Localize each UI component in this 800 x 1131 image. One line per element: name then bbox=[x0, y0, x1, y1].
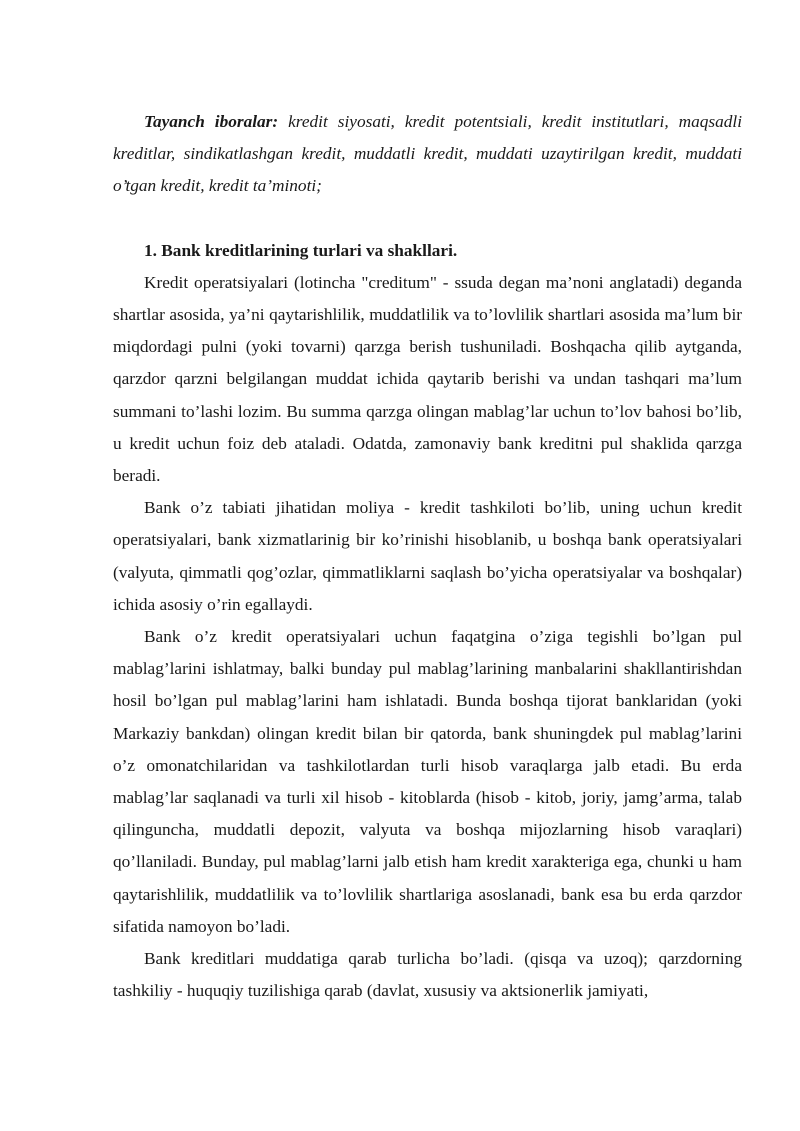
body-paragraph-4: Bank kreditlari muddatiga qarab turlicha bo’ladi. (qisqa va uzoq); qarzdorning tashkiliy - huquqiy tuzilishiga qarab (davlat, xususiy va aktsionerlik jamiyati, bbox=[113, 949, 742, 1001]
keywords-paragraph bbox=[113, 106, 742, 203]
body-paragraph-3: Bank o’z kredit operatsiyalari uchun faqatgina o’ziga tegishli bo’lgan pul mablag’larini ishlatmay, balki bunday pul mablag’larining manbalarini shakllantirishdan hosil bo’lgan pul mablag’larini ham ishlatadi. Bunda boshqa tijorat banklaridan (yoki Markaziy bankdan) olingan kredit bilan bir qatorda, bank shuningdek pul mablag’larini o’z omonatchilaridan va tashkilotlardan turli hisob varaqlarga jalb etadi. Bu erda mablag’lar saqlanadi va turli xil hisob - kitoblarda (hisob - kitob, joriy, jamg’arma, talab qilinguncha, muddatli depozit, valyuta va boshqa mijozlarning hisob varaqlari) qo’llaniladi. Bunday, pul mablag’larni jalb etish ham kredit xarakteriga ega, chunki u ham qaytarishlilik, muddatlilik va to’lovlilik shartlariga asoslanadi, bank esa bu erda qarzdor sifatida namoyon bo’ladi. bbox=[113, 627, 742, 936]
keywords-label: Tayanch iboralar: bbox=[144, 112, 279, 131]
body-paragraph-2: Bank o’z tabiati jihatidan moliya - kredit tashkiloti bo’lib, uning uchun kredit operatsiyalari, bank xizmatlarinig bir ko’rinishi hisoblanib, u boshqa bank operatsiyalari (valyuta, qimmatli qog’ozlar, qimmatliklarni saqlash bo’yicha operatsiyalar va boshqalar) ichida asosiy o’rin egallaydi. bbox=[113, 498, 742, 614]
section-heading: 1. Bank kreditlarining turlari va shakllari. bbox=[144, 240, 458, 260]
document-page bbox=[113, 106, 742, 1007]
keywords-text: kredit siyosati, kredit potentsiali, kredit institutlari, maqsadli kreditlar, sindikatlashgan kredit, muddatli kredit, muddati uzaytirilgan kredit, muddati o’tgan kredit, kredit ta’minoti; bbox=[113, 112, 742, 196]
body-paragraph-1: Kredit operatsiyalari (lotincha "creditum" - ssuda degan ma’noni anglatadi) deganda shartlar asosida, ya’ni qaytarishlilik, muddatlilik va to’lovlilik shartlari asosida ma’lum bir miqdordagi pulni (yoki tovarni) qarzga berish tushuniladi. Boshqacha qilib aytganda, qarzdor qarzni belgilangan muddat ichida qaytarib berishi va undan tashqari ma’lum summani to’lashi lozim. Bu summa qarzga olingan mablag’lar uchun to’lov bahosi bo’lib, u kredit uchun foiz deb ataladi. Odatda, zamonaviy bank kreditni pul shaklida qarzga beradi. bbox=[113, 272, 742, 486]
